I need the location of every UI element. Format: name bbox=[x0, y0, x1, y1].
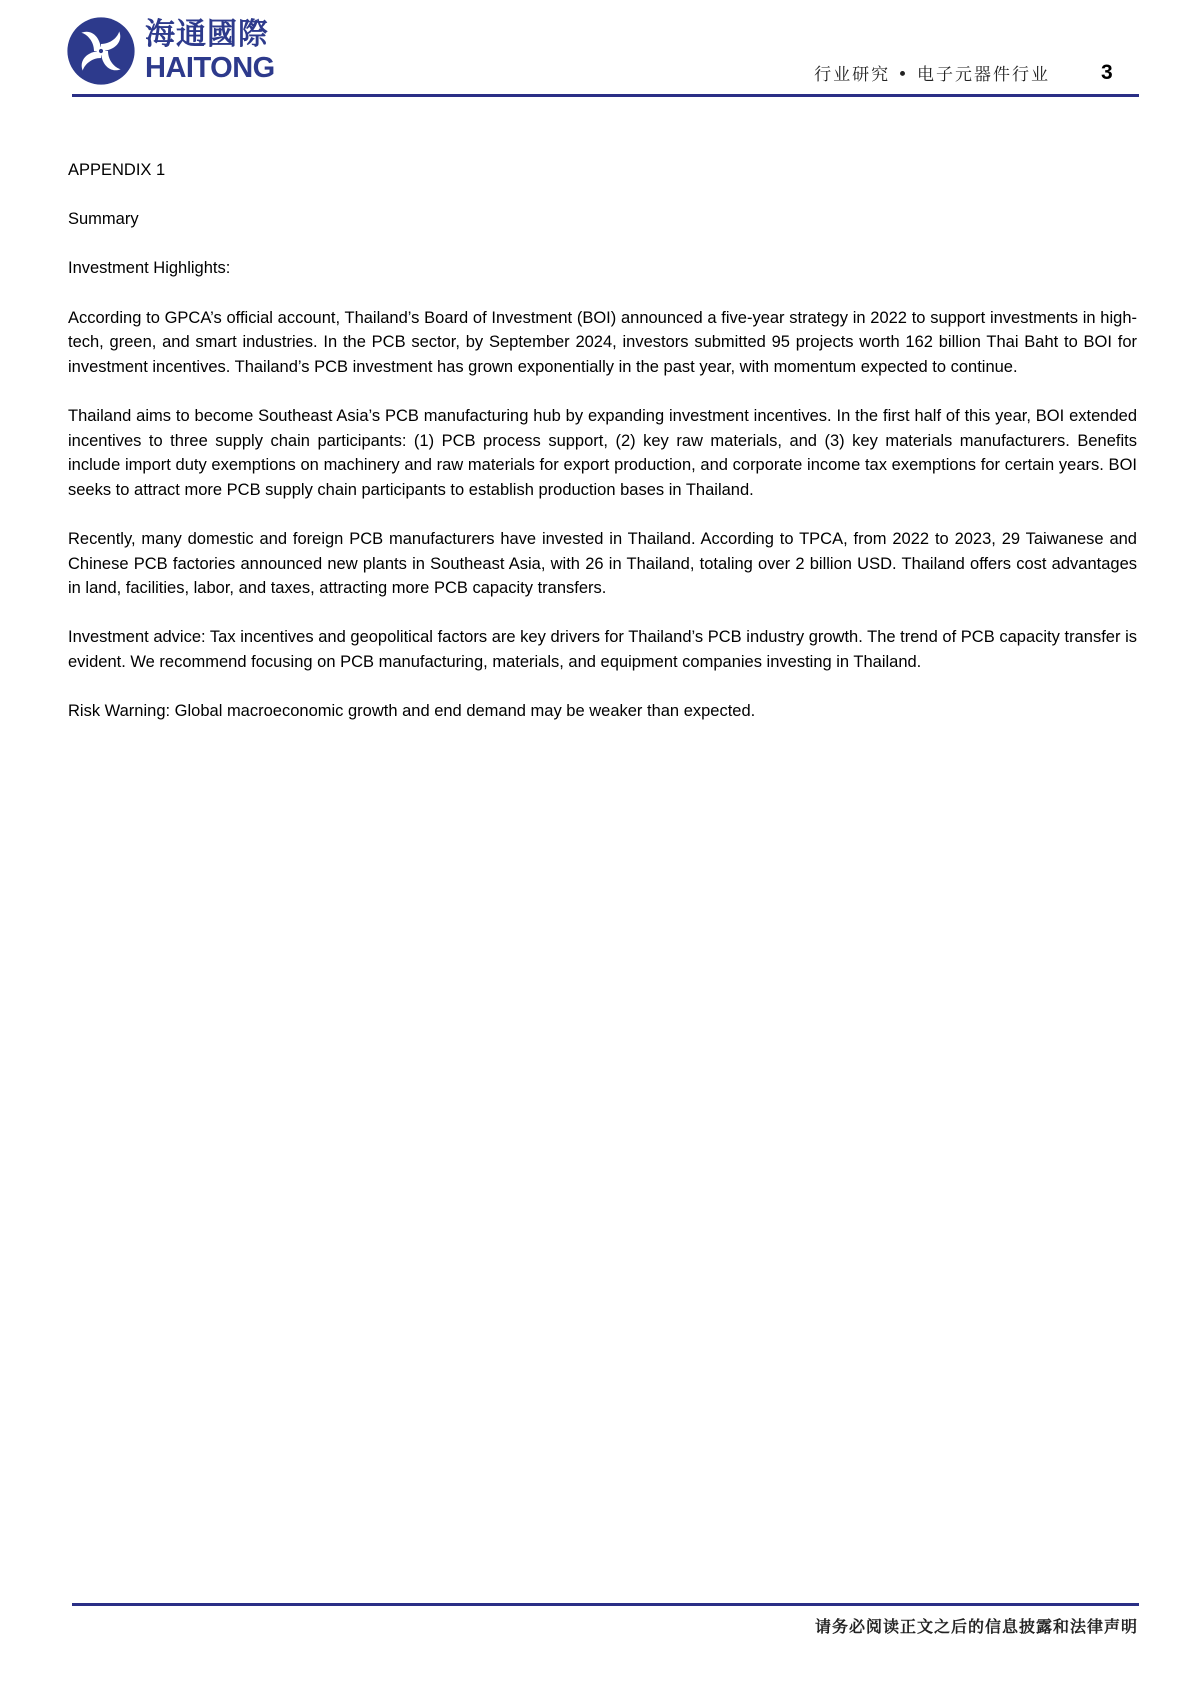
logo-english-name: HAITONG bbox=[145, 52, 275, 84]
footer-disclaimer: 请务必阅读正文之后的信息披露和法律声明 bbox=[814, 1617, 1138, 1636]
header-divider bbox=[72, 94, 1139, 97]
logo-chinese-name: 海通國際 bbox=[145, 17, 269, 52]
appendix-label: APPENDIX 1 bbox=[68, 161, 166, 179]
page-number: 3 bbox=[1101, 61, 1113, 84]
highlights-label: Investment Highlights: bbox=[68, 259, 231, 278]
paragraph-investment-advice: Investment advice: Tax incentives and geopolitical factors are key drivers for Thailand’s PCB industry growth. The trend of PCB capacity transfer is evident. We recommend focusing on PCB manufacturing, materials, and equipment companies investing in Thailand. bbox=[68, 628, 1137, 671]
report-body bbox=[68, 158, 1137, 748]
paragraph-risk-warning: Risk Warning: Global macroeconomic growth and end demand may be weaker than expected. bbox=[68, 702, 756, 721]
report-category: 行业研究 • 电子元器件行业 bbox=[814, 65, 1050, 85]
haitong-logo bbox=[66, 14, 276, 88]
haitong-pinwheel-logo-icon bbox=[66, 16, 136, 86]
paragraph-thailand-boi-strategy: According to GPCA’s official account, Thailand’s Board of Investment (BOI) announced a five-year strategy in 2022 to support investments in high-tech, green, and smart industries. In the PCB sector, by September 2024, investors submitted 95 projects worth 162 billion Thai Baht to BOI for investment incentives. Thailand’s PCB investment has grown exponentially in the past year, with momentum expected to continue. bbox=[68, 308, 1137, 376]
summary-label: Summary bbox=[68, 210, 139, 229]
paragraph-manufacturer-investment: Recently, many domestic and foreign PCB manufacturers have invested in Thailand. According to TPCA, from 2022 to 2023, 29 Taiwanese and Chinese PCB factories announced new plants in Southeast Asia, with 26 in Thailand, totaling over 2 billion USD. Thailand offers cost advantages in land, facilities, labor, and taxes, attracting more PCB capacity transfers. bbox=[68, 529, 1137, 598]
footer-divider bbox=[72, 1603, 1139, 1606]
paragraph-pcb-hub-incentives: Thailand aims to become Southeast Asia’s PCB manufacturing hub by expanding investment incentives. In the first half of this year, BOI extended incentives to three supply chain participants: (1) PCB process support, (2) key raw materials, and (3) key materials manufacturers. Benefits include import duty exemptions on machinery and raw materials for export production, and corporate income tax exemptions for certain years. BOI seeks to attract more PCB supply chain participants to establish production bases in Thailand. bbox=[68, 406, 1137, 499]
